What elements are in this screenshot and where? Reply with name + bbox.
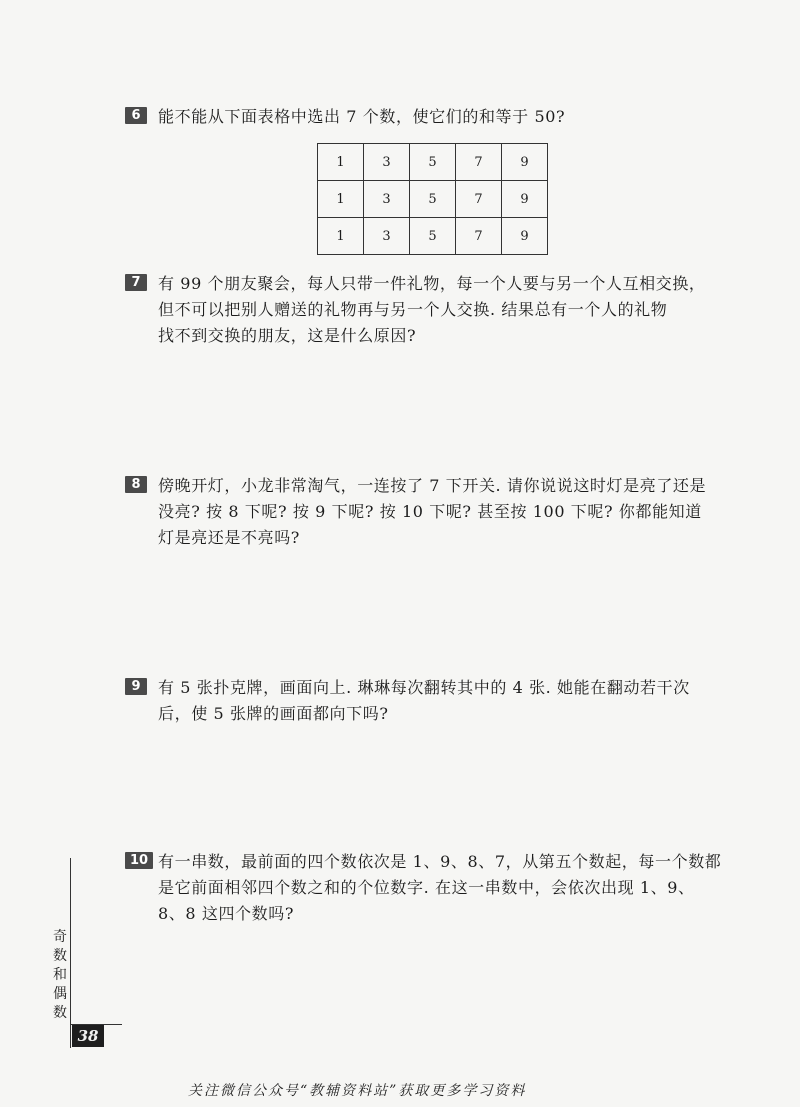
problem-text (158, 849, 725, 927)
problem-line: 灯是亮还是不亮吗? (158, 528, 300, 547)
problem-line: 找不到交换的朋友，这是什么原因? (158, 326, 417, 345)
table-cell: 3 (364, 144, 410, 181)
side-divider (70, 858, 71, 1048)
problem-number: 9 (125, 678, 147, 695)
problem-text (158, 271, 725, 349)
table-cell: 5 (410, 181, 456, 218)
table-cell: 3 (364, 218, 410, 255)
table-cell: 9 (502, 218, 548, 255)
problem-number: 8 (125, 476, 147, 493)
problem-line: 有 99 个朋友聚会，每人只带一件礼物，每一个人要与另一个人互相交换， (158, 274, 706, 293)
table-row (318, 181, 548, 218)
problem-line: 没亮? 按 8 下呢? 按 9 下呢? 按 10 下呢? 甚至按 100 下呢? 你都能知道 (158, 502, 702, 521)
table-cell: 1 (318, 218, 364, 255)
table-row (318, 144, 548, 181)
table-cell: 1 (318, 181, 364, 218)
problem-number: 7 (125, 274, 147, 291)
problem-line: 但不可以把别人赠送的礼物再与另一个人交换. 结果总有一个人的礼物 (158, 300, 668, 319)
table-cell: 7 (456, 144, 502, 181)
problem-6 (125, 104, 725, 130)
number-table (317, 143, 548, 255)
table-cell: 5 (410, 144, 456, 181)
page-number: 38 (72, 1025, 104, 1047)
problem-text (158, 675, 725, 727)
problem-number: 10 (125, 852, 153, 869)
problem-number: 6 (125, 107, 147, 124)
table-cell: 5 (410, 218, 456, 255)
problem-line: 8、8 这四个数吗? (158, 904, 295, 923)
table-cell: 9 (502, 144, 548, 181)
table-cell: 3 (364, 181, 410, 218)
problem-text (158, 104, 725, 130)
problem-line: 是它前面相邻四个数之和的个位数字. 在这一串数中，会依次出现 1、9、 (158, 878, 695, 897)
problem-line: 能不能从下面表格中选出 7 个数，使它们的和等于 50? (158, 107, 566, 126)
problem-9 (125, 675, 725, 727)
problem-8 (125, 473, 725, 551)
problem-text (158, 473, 725, 551)
table-cell: 9 (502, 181, 548, 218)
problem-7 (125, 271, 725, 349)
problem-line: 傍晚开灯，小龙非常淘气，一连按了 7 下开关. 请你说说这时灯是亮了还是 (158, 476, 707, 495)
table-row (318, 218, 548, 255)
problem-10 (125, 849, 725, 927)
chapter-title: 奇数和偶数 (53, 929, 67, 1021)
table-cell: 7 (456, 218, 502, 255)
table-cell: 7 (456, 181, 502, 218)
problem-line: 有 5 张扑克牌，画面向上. 琳琳每次翻转其中的 4 张. 她能在翻动若干次 (158, 678, 690, 697)
problem-line: 后，使 5 张牌的画面都向下吗? (158, 704, 389, 723)
problem-line: 有一串数，最前面的四个数依次是 1、9、8、7，从第五个数起，每一个数都 (158, 852, 722, 871)
table-cell: 1 (318, 144, 364, 181)
footer-note: 关注微信公众号“教辅资料站”获取更多学习资料 (188, 1083, 527, 1099)
